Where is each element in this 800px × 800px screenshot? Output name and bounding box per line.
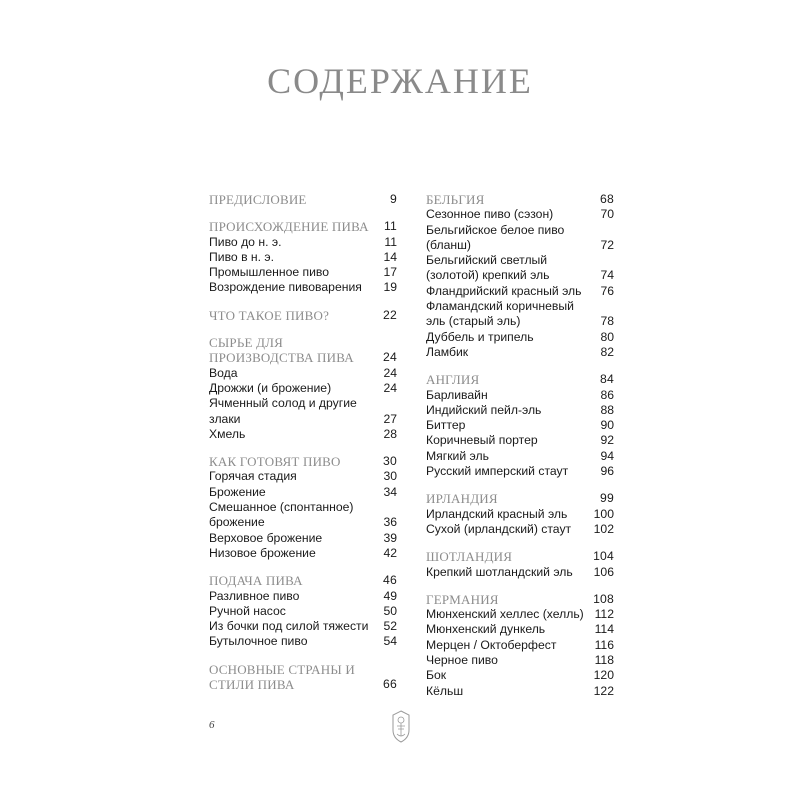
toc-entry[interactable] <box>209 469 397 484</box>
toc-entry[interactable] <box>209 280 397 295</box>
toc-entry-text: Дуббель и трипель <box>426 329 534 344</box>
toc-page-number: 114 <box>594 622 614 637</box>
toc-entry[interactable] <box>426 433 614 448</box>
toc-entry[interactable] <box>426 522 614 537</box>
toc-entry[interactable] <box>209 366 397 381</box>
toc-entry[interactable] <box>426 638 614 653</box>
toc-entry-text: Черное пиво <box>426 653 498 668</box>
toc-entry[interactable] <box>426 607 614 622</box>
toc-entry-text: Смешанное (спонтанное) брожение <box>209 500 354 530</box>
toc-page-number: 92 <box>600 433 614 448</box>
toc-entry-text: Дрожжи (и брожение) <box>209 380 332 395</box>
toc-entry-text: Пиво до н. э. <box>209 234 282 249</box>
toc-entry[interactable] <box>209 619 397 634</box>
toc-entry[interactable] <box>209 265 397 280</box>
toc-entry-text: Низовое брожение <box>209 545 316 560</box>
toc-page-number: 14 <box>383 249 397 264</box>
toc-entry-text: Биттер <box>426 418 466 433</box>
toc-page-number: 104 <box>593 549 614 564</box>
page-title: СОДЕРЖАНИЕ <box>267 61 533 101</box>
toc-page-number: 11 <box>383 219 397 234</box>
toc-page-number: 116 <box>594 637 614 652</box>
toc-section-heading[interactable] <box>209 335 397 366</box>
toc-page-number: 74 <box>600 268 614 283</box>
toc-entry-text: Ручной насос <box>209 603 286 618</box>
toc-page-number: 100 <box>593 506 614 521</box>
toc-entry[interactable] <box>426 622 614 637</box>
toc-entry-text: Бельгийский светлый (золотой) крепкий эль <box>426 253 550 283</box>
toc-entry-text: Коричневый портер <box>426 433 538 448</box>
toc-page-number: 108 <box>593 591 614 606</box>
toc-page-number: 72 <box>600 237 614 252</box>
toc-entry[interactable] <box>209 427 397 442</box>
toc-entry-text: Из бочки под силой тяжести <box>209 619 369 634</box>
toc-entry[interactable] <box>209 604 397 619</box>
toc-page-number: 50 <box>383 603 397 618</box>
toc-entry-text: Сухой (ирландский) стаут <box>426 521 572 536</box>
toc-section <box>209 454 397 561</box>
toc-entry[interactable] <box>426 507 614 522</box>
toc-entry[interactable] <box>426 284 614 299</box>
toc-entry[interactable] <box>426 299 614 330</box>
toc-entry-text: Пиво в н. э. <box>209 249 275 264</box>
toc-page-number: 96 <box>600 464 614 479</box>
toc-section-heading[interactable] <box>209 454 397 469</box>
toc-entry[interactable] <box>426 464 614 479</box>
toc-heading-text: ГЕРМАНИЯ <box>426 591 499 607</box>
toc-entry-text: Ячменный солод и другие злаки <box>209 396 357 426</box>
toc-entry-text: Крепкий шотландский эль <box>426 564 573 579</box>
toc-page-number: 76 <box>600 283 614 298</box>
toc-section <box>426 592 614 699</box>
toc-section-heading[interactable] <box>209 192 397 207</box>
toc-entry-text: Индийский пейл-эль <box>426 402 542 417</box>
toc-section-heading[interactable] <box>209 219 397 234</box>
toc-page-number: 49 <box>383 588 397 603</box>
toc-page-number: 24 <box>383 365 397 380</box>
toc-heading-text: АНГЛИЯ <box>426 372 480 388</box>
toc-entry[interactable] <box>209 381 397 396</box>
toc-page-number: 22 <box>383 307 397 322</box>
toc-page-number: 46 <box>383 573 397 588</box>
toc-page-number: 66 <box>383 677 397 692</box>
toc-entry[interactable] <box>426 345 614 360</box>
toc-page-number: 99 <box>600 491 614 506</box>
toc-heading-text: ЧТО ТАКОЕ ПИВО? <box>209 307 330 323</box>
toc-heading-text: ШОТЛАНДИЯ <box>426 549 513 565</box>
toc-section-heading[interactable] <box>209 308 397 323</box>
toc-page-number: 106 <box>593 564 614 579</box>
toc-heading-text: ОСНОВНЫЕ СТРАНЫ И СТИЛИ ПИВА <box>209 661 355 693</box>
toc-entry[interactable] <box>426 668 614 683</box>
toc-entry[interactable] <box>209 589 397 604</box>
toc-entry[interactable] <box>209 634 397 649</box>
toc-page-number: 120 <box>593 668 614 683</box>
toc-entry[interactable] <box>209 396 397 427</box>
toc-entry-text: Вода <box>209 365 238 380</box>
toc-heading-text: ИРЛАНДИЯ <box>426 491 498 507</box>
toc-entry-text: Бутылочное пиво <box>209 634 308 649</box>
toc-entry-text: Мягкий эль <box>426 448 489 463</box>
toc-section <box>426 192 614 360</box>
toc-entry[interactable] <box>426 653 614 668</box>
toc-entry[interactable] <box>426 565 614 580</box>
toc-page-number: 94 <box>600 448 614 463</box>
toc-page-number: 102 <box>593 521 614 536</box>
toc-page-number: 80 <box>600 329 614 344</box>
toc-entry-text: Мюнхенский дункель <box>426 622 546 637</box>
toc-entry[interactable] <box>209 546 397 561</box>
toc-entry-text: Ламбик <box>426 344 469 359</box>
toc-page-number: 90 <box>600 418 614 433</box>
toc-entry-text: Русский имперский стаут <box>426 464 569 479</box>
toc-page-number: 27 <box>383 411 397 426</box>
toc-section-heading[interactable] <box>426 491 614 506</box>
toc-entry-text: Возрождение пивоварения <box>209 280 362 295</box>
toc-entry-text: Фламандский коричневый эль (старый эль) <box>426 299 574 329</box>
toc-page-number: 34 <box>383 484 397 499</box>
toc-entry-text: Бок <box>426 668 447 683</box>
toc-section <box>209 192 397 207</box>
toc-entry-text: Промышленное пиво <box>209 265 330 280</box>
toc-page-number: 122 <box>593 683 614 698</box>
toc-page-number: 86 <box>600 387 614 402</box>
toc-page-number: 17 <box>383 265 397 280</box>
toc-page-number: 39 <box>383 530 397 545</box>
toc-entry[interactable] <box>426 207 614 222</box>
toc-right-column <box>426 192 614 711</box>
toc-section <box>426 372 614 479</box>
toc-section <box>209 308 397 323</box>
toc-page-number: 24 <box>383 350 397 365</box>
toc-entry[interactable] <box>426 449 614 464</box>
toc-section-heading[interactable] <box>426 372 614 387</box>
toc-section-heading[interactable] <box>209 662 397 693</box>
toc-page-number: 19 <box>383 280 397 295</box>
publisher-emblem-icon <box>391 710 411 744</box>
toc-entry-text: Фландрийский красный эль <box>426 283 582 298</box>
toc-page-number: 24 <box>383 380 397 395</box>
toc-entry[interactable] <box>209 250 397 265</box>
toc-entry-text: Ирландский красный эль <box>426 506 568 521</box>
toc-page-number: 36 <box>383 515 397 530</box>
toc-section-heading[interactable] <box>426 549 614 564</box>
toc-page-number: 30 <box>383 454 397 469</box>
toc-entry-text: Горячая стадия <box>209 469 297 484</box>
toc-entry-text: Верховое брожение <box>209 530 323 545</box>
toc-entry[interactable] <box>426 684 614 699</box>
toc-entry-text: Мюнхенский хеллес (хелль) <box>426 607 584 622</box>
toc-page-number: 112 <box>594 607 614 622</box>
toc-entry-text: Разливное пиво <box>209 588 300 603</box>
toc-section-heading[interactable] <box>209 573 397 588</box>
toc-entry[interactable] <box>426 253 614 284</box>
toc-entry-text: Хмель <box>209 426 246 441</box>
toc-left-column <box>209 192 397 704</box>
toc-page-number: 118 <box>594 653 614 668</box>
toc-page-number: 88 <box>600 402 614 417</box>
toc-entry-text: Барливайн <box>426 387 488 402</box>
toc-page-number: 78 <box>600 314 614 329</box>
toc-page-number: 68 <box>600 192 614 206</box>
toc-page-number: 70 <box>600 207 614 222</box>
toc-page-number: 54 <box>383 634 397 649</box>
toc-page-number: 82 <box>600 344 614 359</box>
toc-heading-text: СЫРЬЕ ДЛЯ ПРОИЗВОДСТВА ПИВА <box>209 335 354 366</box>
toc-entry[interactable] <box>209 531 397 546</box>
toc-entry-text: Брожение <box>209 484 266 499</box>
toc-page-number: 11 <box>384 234 397 249</box>
toc-entry[interactable] <box>209 500 397 531</box>
toc-entry-text: Бельгийское белое пиво (бланш) <box>426 222 565 252</box>
toc-entry[interactable] <box>209 485 397 500</box>
toc-page-number: 42 <box>383 545 397 560</box>
toc-section <box>209 573 397 649</box>
toc-heading-text: БЕЛЬГИЯ <box>426 192 485 207</box>
toc-entry-text: Сезонное пиво (сэзон) <box>426 207 554 222</box>
toc-entry[interactable] <box>426 418 614 433</box>
toc-heading-text: ПРОИСХОЖДЕНИЕ ПИВА <box>209 219 369 235</box>
page-number: 6 <box>209 719 215 731</box>
toc-entry[interactable] <box>426 403 614 418</box>
toc-section-heading[interactable] <box>426 192 614 207</box>
toc-heading-text: ПОДАЧА ПИВА <box>209 573 303 589</box>
toc-section <box>209 219 397 295</box>
toc-heading-text: КАК ГОТОВЯТ ПИВО <box>209 454 341 470</box>
toc-page-number: 84 <box>600 372 614 387</box>
toc-section-heading[interactable] <box>426 592 614 607</box>
toc-section <box>209 662 397 693</box>
toc-heading-text: ПРЕДИСЛОВИЕ <box>209 192 307 207</box>
toc-entry[interactable] <box>426 330 614 345</box>
toc-entry[interactable] <box>426 388 614 403</box>
toc-entry[interactable] <box>426 223 614 254</box>
toc-entry-text: Мерцен / Октоберфест <box>426 637 557 652</box>
toc-section <box>426 491 614 537</box>
toc-section <box>426 549 614 580</box>
toc-entry[interactable] <box>209 235 397 250</box>
toc-page-number: 9 <box>390 192 397 206</box>
toc-page-number: 30 <box>383 469 397 484</box>
toc-entry-text: Кёльш <box>426 683 464 698</box>
toc-page-number: 28 <box>383 426 397 441</box>
toc-page-number: 52 <box>383 619 397 634</box>
toc-section <box>209 335 397 442</box>
